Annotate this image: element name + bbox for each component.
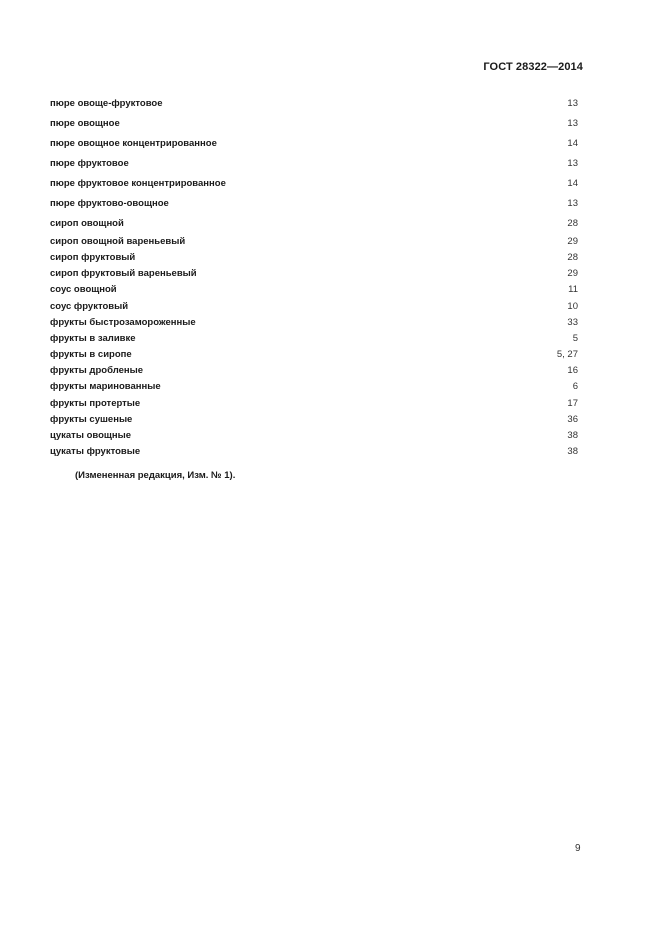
- index-term: фрукты в заливке: [50, 333, 136, 344]
- index-term: соус овощной: [50, 284, 117, 295]
- page-number: 9: [575, 843, 581, 854]
- index-term: пюре фруктовое: [50, 158, 129, 169]
- index-term: сироп фруктовый вареньевый: [50, 268, 197, 279]
- index-entry: [50, 413, 578, 427]
- index-page-ref: 29: [567, 236, 578, 247]
- index-page-ref: 14: [567, 178, 578, 189]
- index-term: пюре овощное концентрированное: [50, 138, 217, 149]
- index-entry: [50, 267, 578, 281]
- index-entry: [50, 97, 578, 111]
- index-entry: [50, 300, 578, 314]
- index-term: соус фруктовый: [50, 301, 129, 312]
- index-page-ref: 36: [567, 414, 578, 425]
- index-page-ref: 33: [567, 317, 578, 328]
- index-entry: [50, 197, 578, 211]
- index-page-ref: 11: [568, 284, 578, 295]
- document-header-standard-id: ГОСТ 28322—2014: [483, 61, 583, 73]
- index-entry: [50, 157, 578, 171]
- index-term: сироп овощной: [50, 218, 124, 229]
- index-entry: [50, 283, 578, 297]
- index-entry: [50, 348, 578, 362]
- index-entry: [50, 332, 578, 346]
- index-term: фрукты сушеные: [50, 414, 133, 425]
- index-term: пюре фруктовое концентрированное: [50, 178, 226, 189]
- index-entry: [50, 397, 578, 411]
- index-page-ref: 28: [567, 218, 578, 229]
- index-page-ref: 6: [572, 381, 578, 392]
- index-page-ref: 28: [567, 252, 578, 263]
- index-term: фрукты в сиропе: [50, 349, 132, 360]
- index-entry: [50, 137, 578, 151]
- index-term: сироп фруктовый: [50, 252, 136, 263]
- index-page-ref: 13: [567, 118, 578, 129]
- index-entry: [50, 217, 578, 231]
- index-entry: [50, 429, 578, 443]
- index-term: фрукты протертые: [50, 398, 141, 409]
- index-term: фрукты маринованные: [50, 381, 161, 392]
- index-page-ref: 17: [567, 398, 578, 409]
- index-entry: [50, 316, 578, 330]
- index-entry: [50, 380, 578, 394]
- amendment-note: (Измененная редакция, Изм. № 1).: [75, 470, 236, 481]
- index-term: пюре овоще-фруктовое: [50, 98, 163, 109]
- index-entry: [50, 117, 578, 131]
- index-entry: [50, 251, 578, 265]
- index-entry: [50, 177, 578, 191]
- index-term: фрукты дробленые: [50, 365, 144, 376]
- index-page-ref: 10: [567, 301, 578, 312]
- index-term: цукаты овощные: [50, 430, 132, 441]
- index-term: сироп овощной вареньевый: [50, 236, 186, 247]
- index-term: пюре овощное: [50, 118, 120, 129]
- index-entry: [50, 445, 578, 459]
- index-page-ref: 13: [567, 98, 578, 109]
- index-page-ref: 5, 27: [556, 349, 578, 360]
- index-page-ref: 13: [567, 198, 578, 209]
- index-page-ref: 5: [572, 333, 578, 344]
- index-page-ref: 38: [567, 430, 578, 441]
- index-page-ref: 38: [567, 446, 578, 457]
- index-entry: [50, 364, 578, 378]
- index-page-ref: 16: [567, 365, 578, 376]
- index-entry: [50, 235, 578, 249]
- index-page-ref: 14: [567, 138, 578, 149]
- index-term: фрукты быстрозамороженные: [50, 317, 196, 328]
- index-page-ref: 13: [567, 158, 578, 169]
- index-term: цукаты фруктовые: [50, 446, 141, 457]
- index-term: пюре фруктово-овощное: [50, 198, 169, 209]
- index-page-ref: 29: [567, 268, 578, 279]
